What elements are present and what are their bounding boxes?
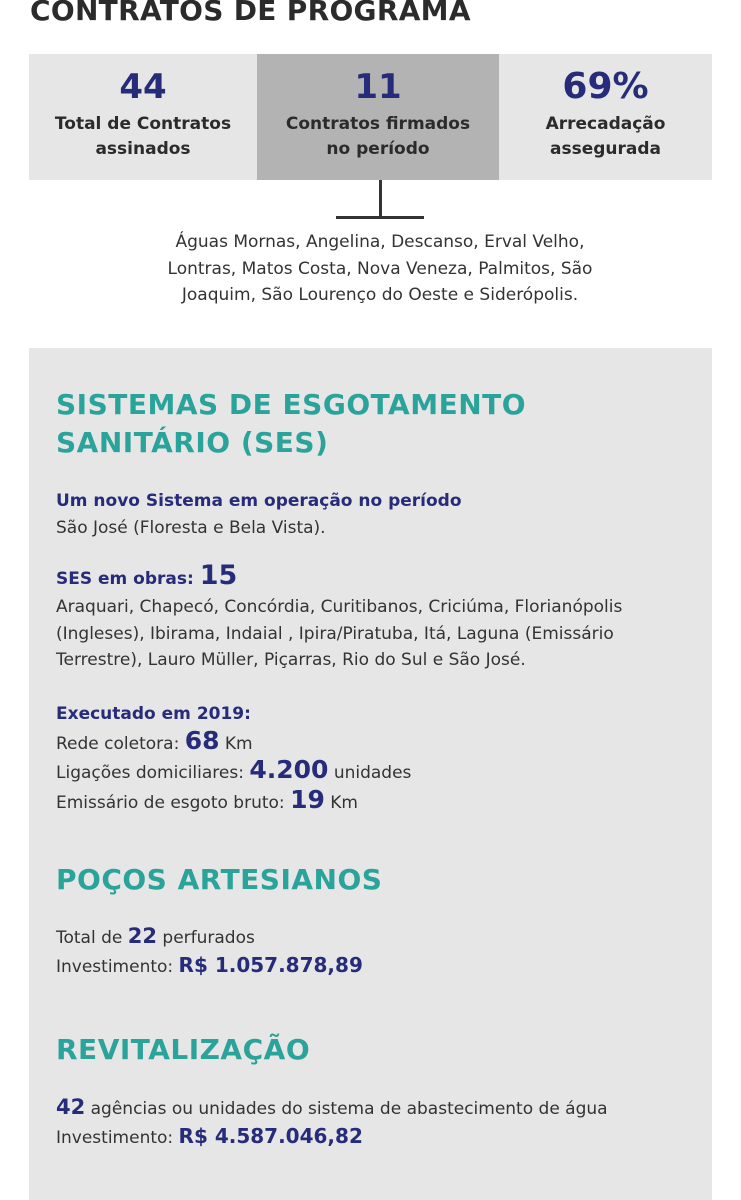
cities-list (100, 229, 660, 309)
connector-line (379, 180, 382, 216)
ses-title-line: SANITÁRIO (SES) (56, 426, 329, 459)
ses-executed-heading: Executado em 2019: (56, 704, 251, 724)
emissario-unit: Km (324, 792, 358, 813)
ses-new-system (56, 488, 462, 541)
stat-label (499, 112, 712, 162)
ligacoes-value: 4.200 (249, 755, 329, 784)
revit-details (56, 1094, 608, 1151)
ses-works-line: (Ingleses), Ibirama, Indaial , Ipira/Piratuba, Itá, Laguna (Emissário (56, 623, 614, 644)
ligacoes-unit: unidades (328, 763, 412, 783)
pocos-title: POÇOS ARTESIANOS (56, 863, 383, 896)
stat-value: 69% (562, 66, 649, 107)
stat-label (29, 112, 257, 162)
stat-label-line: Contratos firmados (285, 114, 471, 134)
ses-new-system-text: São José (Floresta e Bela Vista). (56, 517, 326, 538)
cities-line: Lontras, Matos Costa, Nova Veneza, Palmitos, São (167, 258, 593, 279)
revit-invest-value: R$ 4.587.046,82 (178, 1123, 363, 1148)
stat-value: 11 (354, 67, 402, 107)
revit-count-text: agências ou unidades do sistema de abastecimento de água (85, 1099, 608, 1119)
stat-value: 44 (119, 67, 167, 107)
emissario-label: Emissário de esgoto bruto: (56, 792, 291, 813)
stat-label-line: assinados (95, 139, 191, 159)
stat-label (257, 112, 499, 162)
stat-total-contracts (29, 54, 257, 180)
pocos-total-suffix: perfurados (157, 928, 255, 948)
emissario-value: 19 (290, 784, 325, 814)
ligacoes-label: Ligações domiciliares: (56, 763, 250, 783)
rede-label: Rede coletora: (56, 733, 185, 754)
stats-row (29, 54, 712, 180)
ses-works-label: SES em obras: (56, 569, 200, 589)
revit-count-value: 42 (56, 1095, 86, 1119)
rede-unit: Km (219, 733, 253, 754)
pocos-total-prefix: Total de (56, 928, 128, 948)
cities-line: Joaquim, São Lourenço do Oeste e Siderópolis. (181, 285, 579, 305)
ses-new-system-heading: Um novo Sistema em operação no período (56, 491, 462, 511)
stat-label-line: Total de Contratos (54, 114, 232, 134)
ses-works (56, 561, 622, 674)
pocos-details (56, 923, 363, 980)
stat-revenue-secured (499, 54, 712, 180)
page-title: CONTRATOS DE PROGRAMA (30, 0, 471, 27)
stat-label-line: no período (326, 139, 430, 159)
ses-executed (56, 701, 411, 816)
pocos-invest-label: Investimento: (56, 956, 179, 977)
ses-works-count: 15 (199, 560, 238, 591)
cities-line: Águas Mornas, Angelina, Descanso, Erval Velho, (175, 232, 585, 252)
stat-label-line: Arrecadação (545, 114, 666, 134)
stat-contracts-period (257, 54, 499, 180)
revit-title: REVITALIZAÇÃO (56, 1033, 311, 1066)
rede-value: 68 (184, 725, 220, 755)
connector-bar (336, 216, 424, 219)
revit-invest-label: Investimento: (56, 1127, 179, 1148)
ses-works-line: Araquari, Chapecó, Concórdia, Curitibanos, Criciúma, Florianópolis (56, 597, 623, 617)
ses-title (56, 386, 526, 462)
stat-label-line: assegurada (549, 139, 661, 159)
ses-works-line: Terrestre), Lauro Müller, Piçarras, Rio do Sul e São José. (56, 650, 526, 670)
pocos-invest-value: R$ 1.057.878,89 (178, 952, 363, 977)
pocos-total-value: 22 (127, 924, 157, 948)
ses-title-line: SISTEMAS DE ESGOTAMENTO (56, 388, 527, 421)
